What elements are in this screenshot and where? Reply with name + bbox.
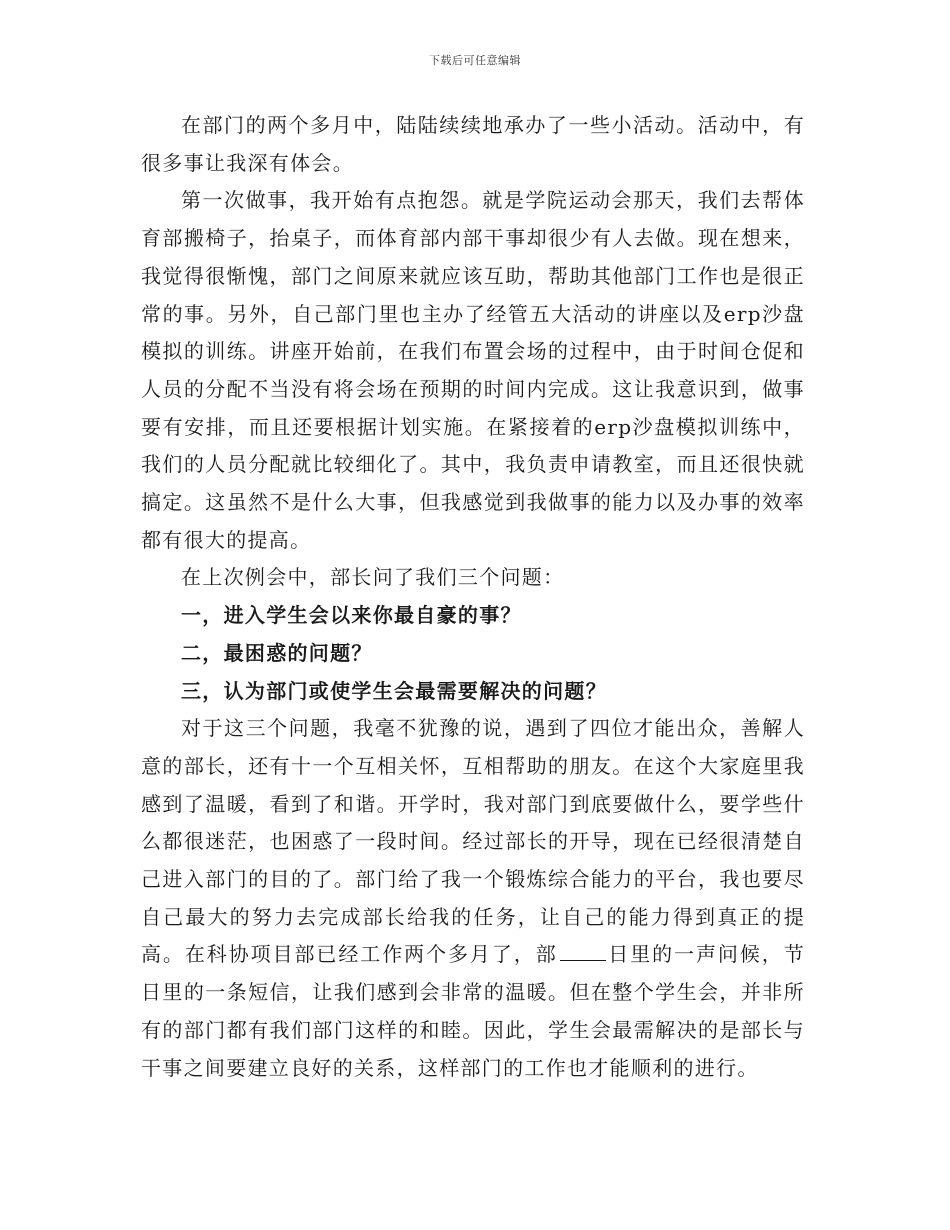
paragraph-intro: 在部门的两个多月中，陆陆续续地承办了一些小活动。活动中，有很多事让我深有体会。 [141, 113, 805, 175]
question-1: 一，进入学生会以来你最自豪的事？ [181, 603, 522, 628]
paragraph-meeting: 在上次例会中，部长问了我们三个问题： [181, 565, 565, 590]
answer-text-after-blank: 日里的一声问候，节日里的一条短信，让我们感到会非常的温暖。但在整个学生会，并非所有的部门都有我们部门这样的和睦。因此，学生会最需解决的是部长与干事之间要建立良好的关系，这样部门的工作也才能顺利的进行。 [141, 942, 805, 1080]
page-header: 下载后可任意编辑 [429, 54, 521, 67]
paragraph-answer [141, 710, 805, 1087]
document-body [141, 107, 805, 1087]
fill-in-blank [560, 942, 606, 961]
paragraph-experience: 第一次做事，我开始有点抱怨。就是学院运动会那天，我们去帮体育部搬椅子，抬桌子，而体育部内部干事却很少有人去做。现在想来，我觉得很惭愧，部门之间原来就应该互助，帮助其他部门工作也是很正常的事。另外，自己部门里也主办了经管五大活动的讲座以及erp沙盘模拟的训练。讲座开始前，在我们布置会场的过程中，由于时间仓促和人员的分配不当没有将会场在预期的时间内完成。这让我意识到，做事要有安排，而且还要根据计划实施。在紧接着的erp沙盘模拟训练中，我们的人员分配就比较细化了。其中，我负责申请教室，而且还很快就搞定。这虽然不是什么大事，但我感觉到我做事的能力以及办事的效率都有很大的提高。 [141, 188, 805, 552]
question-3: 三，认为部门或使学生会最需要解决的问题？ [181, 678, 607, 703]
answer-text-before-blank: 对于这三个问题，我毫不犹豫的说，遇到了四位才能出众，善解人意的部长，还有十一个互相关怀，互相帮助的朋友。在这个大家庭里我感到了温暖，看到了和谐。开学时，我对部门到底要做什么，要学些什么都很迷茫，也困惑了一段时间。经过部长的开导，现在已经很清楚自己进入部门的目的了。部门给了我一个锻炼综合能力的平台，我也要尽自己最大的努力去完成部长给我的任务，让自己的能力得到真正的提高。在科协项目部已经工作两个多月了，部 [141, 716, 805, 967]
question-2: 二，最困惑的问题？ [181, 640, 373, 665]
